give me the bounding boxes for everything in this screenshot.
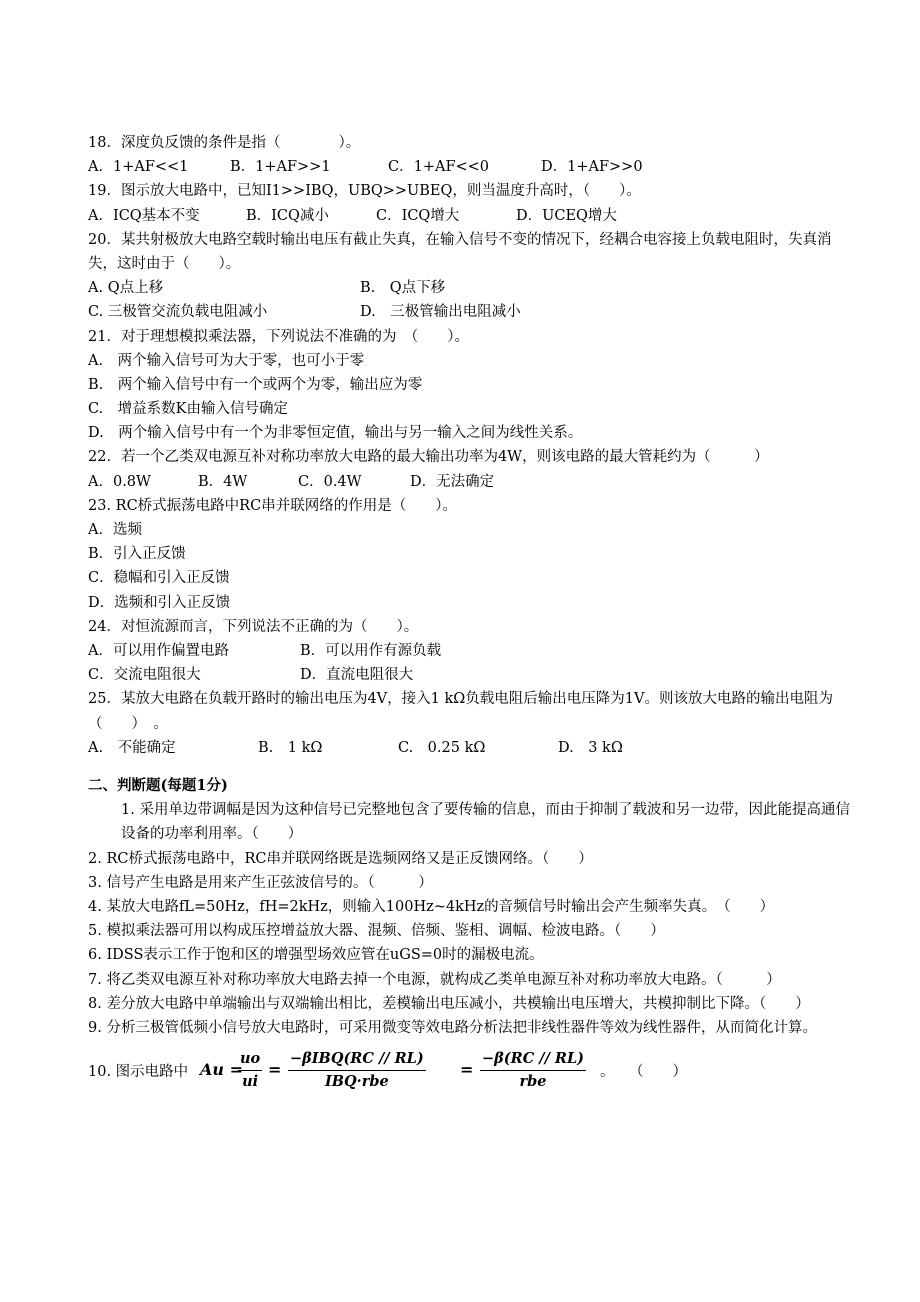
tf-item-4: 4. 某放大电路fL=50Hz，fH=2kHz，则输入100Hz~4kHz的音频信号时输出会产生频率失真。 （ ） xyxy=(88,898,775,915)
question-23: 23. RC桥式振荡电路中RC串并联网络的作用是（ ）。 xyxy=(88,497,457,514)
q10-f1-numerator: uo xyxy=(238,1048,262,1071)
tf-item-8: 8. 差分放大电路中单端输出与双端输出相比，差模输出电压减小，共模输出电压增大，共模抑制比下降。（ ） xyxy=(88,995,810,1012)
q10-lhs: Au = xyxy=(200,1060,244,1080)
q10-f3-denominator: rbe xyxy=(519,1073,547,1091)
tf-item-2: 2. RC桥式振荡电路中，RC串并联网络既是选频网络又是正反馈网络。（ ） xyxy=(88,850,593,867)
q19-option-b[interactable]: B．ICQ减小 xyxy=(246,207,329,224)
q10-f2-denominator: IBQ·rbe xyxy=(324,1073,389,1091)
q24-option-d[interactable]: D．直流电阻很大 xyxy=(300,667,414,684)
q22-option-a[interactable]: A．0.8W xyxy=(88,473,151,490)
question-25-options xyxy=(88,736,858,760)
question-22: 22．若一个乙类双电源互补对称功率放大电路的最大输出功率为4W，则该电路的最大管耗约为（ ） xyxy=(88,449,769,466)
tf-item-1: 1. 采用单边带调幅是因为这种信号已完整地包含了要传输的信息，而由于抑制了载波和另一边带，因此能提高通信设备的功率利用率。（ ） xyxy=(121,802,850,843)
q10-f1-denominator: ui xyxy=(242,1073,259,1091)
q20-option-d[interactable]: D. 三极管输出电阻减小 xyxy=(360,304,521,321)
question-24-options-row2 xyxy=(88,663,858,687)
q20-option-c[interactable]: C. 三极管交流负载电阻减小 xyxy=(88,304,268,321)
q22-option-b[interactable]: B．4W xyxy=(198,473,248,490)
q20-option-a[interactable]: A. Q点上移 xyxy=(88,280,164,297)
question-20-options-row2 xyxy=(88,300,858,324)
question-25: 25．某放大电路在负载开路时的输出电压为4V，接入1 kΩ负载电阻后输出电压降为1V。则该放大电路的输出电阻为（ ） 。 xyxy=(88,691,833,732)
q18-option-b[interactable]: B．1+AF>>1 xyxy=(230,159,331,176)
q22-option-d[interactable]: D．无法确定 xyxy=(410,473,495,490)
question-22-options xyxy=(88,470,858,494)
exam-page xyxy=(88,131,858,1108)
q23-option-a[interactable]: A．选频 xyxy=(88,522,142,539)
q21-option-c[interactable]: C. 增益系数K由输入信号确定 xyxy=(88,401,289,418)
question-24-options-row1 xyxy=(88,639,858,663)
q10-prefix: 10. 图示电路中 xyxy=(88,1064,189,1081)
q23-option-d[interactable]: D．选频和引入正反馈 xyxy=(88,594,231,611)
q25-option-a[interactable]: A. 不能确定 xyxy=(88,739,176,756)
q21-option-d[interactable]: D. 两个输入信号中有一个为非零恒定值，输出与另一输入之间为线性关系。 xyxy=(88,425,583,442)
tf-item-3: 3. 信号产生电路是用来产生正弦波信号的。（ ） xyxy=(88,874,433,891)
question-18: 18．深度负反馈的条件是指（ ）。 xyxy=(88,135,361,151)
q24-option-a[interactable]: A．可以用作偏置电路 xyxy=(88,642,229,659)
q10-equals-1: = xyxy=(268,1060,282,1080)
q18-option-d[interactable]: D．1+AF>>0 xyxy=(541,159,643,176)
q25-option-b[interactable]: B. 1 kΩ xyxy=(258,739,323,756)
question-24: 24．对恒流源而言，下列说法不正确的为（ ）。 xyxy=(88,618,419,635)
q20-option-b[interactable]: B. Q点下移 xyxy=(360,280,446,297)
q19-option-d[interactable]: D．UCEQ增大 xyxy=(516,207,617,224)
q24-option-b[interactable]: B．可以用作有源负载 xyxy=(300,642,442,659)
q19-option-a[interactable]: A．ICQ基本不变 xyxy=(88,207,200,224)
q10-f3-numerator: −β(RC // RL) xyxy=(480,1048,586,1071)
q10-suffix: 。 （ ） xyxy=(600,1064,687,1081)
q23-option-c[interactable]: C．稳幅和引入正反馈 xyxy=(88,570,230,587)
question-18-options xyxy=(88,155,858,179)
tf-item-5: 5. 模拟乘法器可用以构成压控增益放大器、混频、倍频、鉴相、调幅、检波电路。（ ） xyxy=(88,923,665,940)
q10-f2-numerator: −βIBQ(RC // RL) xyxy=(288,1048,426,1071)
tf-item-9: 9. 分析三极管低频小信号放大电路时，可采用微变等效电路分析法把非线性器件等效为线性器件，从而简化计算。 xyxy=(88,1019,817,1036)
q21-option-a[interactable]: A. 两个输入信号可为大于零，也可小于零 xyxy=(88,352,365,369)
q10-equals-2: = xyxy=(460,1060,474,1080)
tf-item-6: 6. IDSS表示工作于饱和区的增强型场效应管在uGS=0时的漏极电流。 xyxy=(88,947,544,964)
q18-option-c[interactable]: C．1+AF<<0 xyxy=(388,159,490,176)
q18-option-a[interactable]: A．1+AF<<1 xyxy=(88,159,189,176)
q21-option-b[interactable]: B. 两个输入信号中有一个或两个为零，输出应为零 xyxy=(88,376,423,393)
q22-option-c[interactable]: C．0.4W xyxy=(298,473,362,490)
q23-option-b[interactable]: B．引入正反馈 xyxy=(88,546,186,563)
question-20-options-row1 xyxy=(88,276,858,300)
q19-option-c[interactable]: C．ICQ增大 xyxy=(376,207,460,224)
q25-option-c[interactable]: C. 0.25 kΩ xyxy=(398,739,486,756)
q25-option-d[interactable]: D. 3 kΩ xyxy=(558,739,623,756)
tf-item-7: 7. 将乙类双电源互补对称功率放大电路去掉一个电源，就构成乙类单电源互补对称功率放大电路。（ ） xyxy=(88,971,781,988)
q10-fraction-1 xyxy=(238,1048,262,1093)
section-2-title: 二、判断题(每题1分) xyxy=(88,776,228,794)
q10-fraction-2 xyxy=(288,1048,426,1093)
q24-option-c[interactable]: C．交流电阻很大 xyxy=(88,667,201,684)
question-20: 20．某共射极放大电路空载时输出电压有截止失真，在输入信号不变的情况下，经耦合电容接上负载电阻时，失真消失，这时由于（ ）。 xyxy=(88,231,832,272)
tf-item-10 xyxy=(88,1048,858,1108)
q10-fraction-3 xyxy=(480,1048,586,1093)
question-19-options xyxy=(88,204,858,228)
question-21: 21．对于理想模拟乘法器，下列说法不准确的为 （ ）。 xyxy=(88,328,469,345)
question-19: 19．图示放大电路中，已知I1>>IBQ，UBQ>>UBEQ，则当温度升高时，（ ）。 xyxy=(88,183,641,200)
